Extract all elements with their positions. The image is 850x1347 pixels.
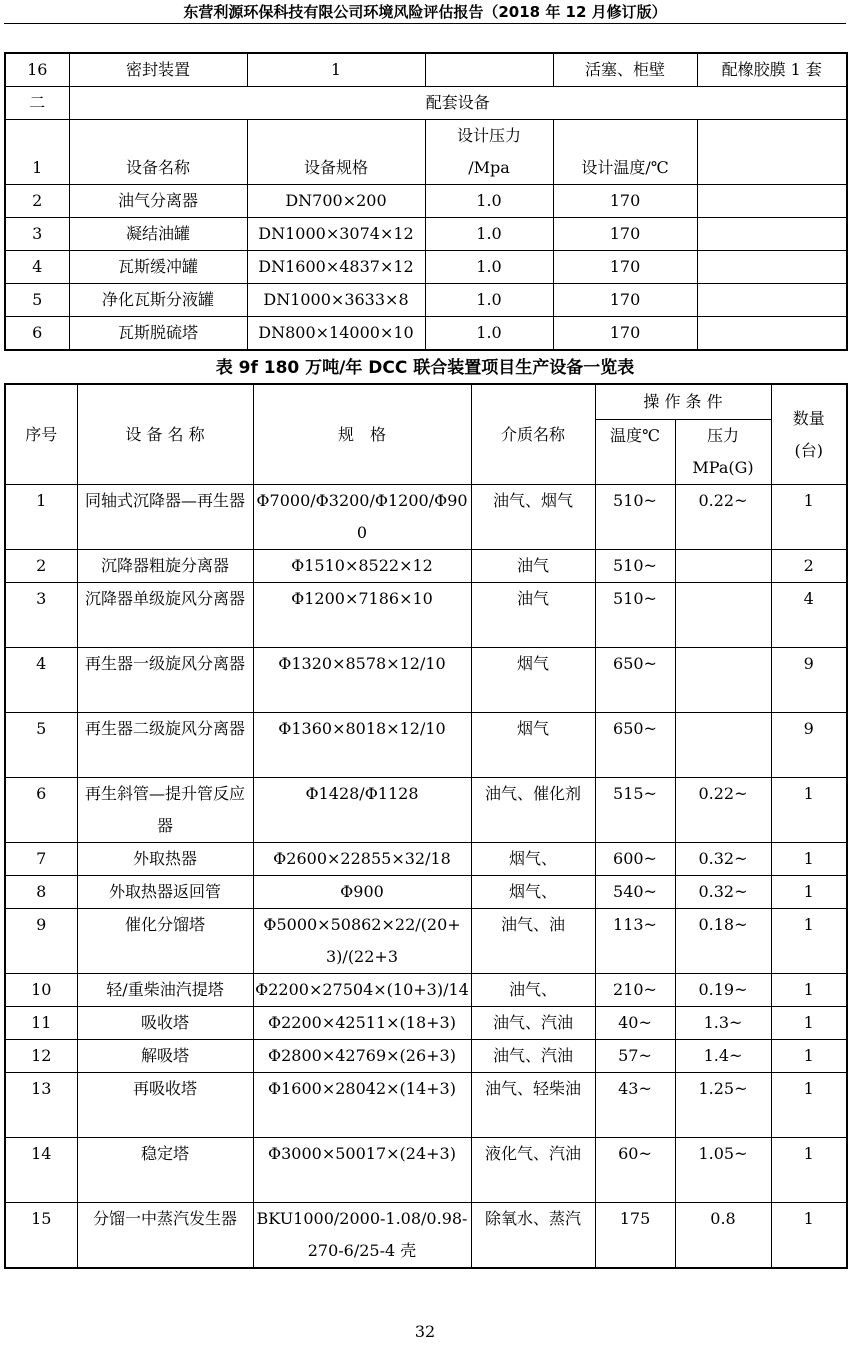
header-name: 设备名称 [69, 120, 247, 185]
cell-temp: 175 [595, 1203, 675, 1269]
cell-no: 14 [5, 1138, 77, 1203]
table-row [5, 909, 847, 974]
header-rule [4, 23, 846, 24]
header-pressure [425, 120, 553, 185]
table-row [5, 583, 847, 648]
table-row [5, 876, 847, 909]
page-header: 东营利源环保科技有限公司环境风险评估报告（2018 年 12 月修订版） [183, 3, 667, 21]
cell-no: 9 [5, 909, 77, 974]
cell: DN1000×3633×8 [247, 284, 425, 317]
cell-qty: 2 [771, 550, 847, 583]
cell-qty: 1 [771, 1073, 847, 1138]
cell-temp: 515~ [595, 778, 675, 843]
cell [697, 251, 847, 284]
cell-medium: 油气、催化剂 [471, 778, 595, 843]
cell [425, 53, 553, 87]
table-row [5, 1138, 847, 1203]
cell: 170 [553, 251, 697, 284]
header-name: 设 备 名 称 [77, 384, 253, 485]
cell-no: 7 [5, 843, 77, 876]
cell-spec: Φ1600×28042×(14+3) [253, 1073, 471, 1138]
header-extra [697, 120, 847, 185]
cell-spec: Φ7000/Φ3200/Φ1200/Φ900 [253, 485, 471, 550]
table-header-row [5, 384, 847, 420]
header-qty [771, 384, 847, 485]
cell: DN700×200 [247, 185, 425, 218]
cell-name: 再生器一级旋风分离器 [77, 648, 253, 713]
cell-medium: 油气、 [471, 974, 595, 1007]
cell-no: 2 [5, 550, 77, 583]
header-spec: 设备规格 [247, 120, 425, 185]
cell-name: 轻/重柴油汽提塔 [77, 974, 253, 1007]
cell-medium: 油气、油 [471, 909, 595, 974]
cell-no: 11 [5, 1007, 77, 1040]
cell: DN1000×3074×12 [247, 218, 425, 251]
cell-medium: 烟气、 [471, 876, 595, 909]
cell-no: 4 [5, 648, 77, 713]
cell-medium: 烟气 [471, 713, 595, 778]
cell-pressure [675, 713, 771, 778]
cell: 净化瓦斯分液罐 [69, 284, 247, 317]
table-row [5, 843, 847, 876]
cell-pressure: 0.18~ [675, 909, 771, 974]
header-temp: 温度℃ [595, 420, 675, 485]
cell-qty: 1 [771, 778, 847, 843]
cell-temp: 540~ [595, 876, 675, 909]
cell [697, 218, 847, 251]
cell-spec: Φ5000×50862×22/(20+3)/(22+3 [253, 909, 471, 974]
header-qty-line1: 数量 [792, 408, 825, 428]
section-number: 二 [5, 87, 69, 120]
table-row [5, 485, 847, 550]
table-row [5, 53, 847, 87]
cell: 油气分离器 [69, 185, 247, 218]
table-row [5, 284, 847, 317]
cell: 密封装置 [69, 53, 247, 87]
cell: 170 [553, 284, 697, 317]
header-temp: 设计温度/℃ [553, 120, 697, 185]
cell-pressure: 0.32~ [675, 843, 771, 876]
cell-temp: 650~ [595, 713, 675, 778]
cell-name: 再生器二级旋风分离器 [77, 713, 253, 778]
table-row [5, 648, 847, 713]
cell-qty: 1 [771, 1007, 847, 1040]
cell-temp: 43~ [595, 1073, 675, 1138]
cell-temp: 600~ [595, 843, 675, 876]
cell-qty: 1 [771, 1040, 847, 1073]
cell-temp: 510~ [595, 485, 675, 550]
cell-name: 分馏一中蒸汽发生器 [77, 1203, 253, 1269]
cell-name: 再吸收塔 [77, 1073, 253, 1138]
table-row [5, 1040, 847, 1073]
table-header-row [5, 120, 847, 185]
cell-pressure: 1.05~ [675, 1138, 771, 1203]
cell-name: 沉降器单级旋风分离器 [77, 583, 253, 648]
cell-name: 同轴式沉降器—再生器 [77, 485, 253, 550]
cell-qty: 1 [771, 1203, 847, 1269]
cell: 瓦斯脱硫塔 [69, 317, 247, 351]
cell-spec: Φ2800×42769×(26+3) [253, 1040, 471, 1073]
cell-temp: 113~ [595, 909, 675, 974]
cell: DN800×14000×10 [247, 317, 425, 351]
cell: 3 [5, 218, 69, 251]
section-title: 配套设备 [69, 87, 847, 120]
cell-medium: 油气 [471, 583, 595, 648]
table-row [5, 550, 847, 583]
cell: 1.0 [425, 317, 553, 351]
cell-no: 10 [5, 974, 77, 1007]
cell-spec: Φ900 [253, 876, 471, 909]
cell [697, 284, 847, 317]
cell-name: 吸收塔 [77, 1007, 253, 1040]
cell: 4 [5, 251, 69, 284]
cell-qty: 9 [771, 713, 847, 778]
cell: 170 [553, 185, 697, 218]
table-row [5, 778, 847, 843]
table-body [5, 485, 847, 1269]
cell-name: 外取热器 [77, 843, 253, 876]
section-row [5, 87, 847, 120]
cell-pressure: 0.32~ [675, 876, 771, 909]
cell-spec: Φ1510×8522×12 [253, 550, 471, 583]
cell-medium: 除氧水、蒸汽 [471, 1203, 595, 1269]
cell-medium: 液化气、汽油 [471, 1138, 595, 1203]
header-no: 序号 [5, 384, 77, 485]
cell-name: 外取热器返回管 [77, 876, 253, 909]
header-no: 1 [5, 120, 69, 185]
cell: 6 [5, 317, 69, 351]
cell: 16 [5, 53, 69, 87]
cell-pressure [675, 648, 771, 713]
cell-name: 稳定塔 [77, 1138, 253, 1203]
cell-no: 6 [5, 778, 77, 843]
cell-spec: Φ2200×42511×(18+3) [253, 1007, 471, 1040]
cell-qty: 1 [771, 1138, 847, 1203]
cell-medium: 油气、汽油 [471, 1007, 595, 1040]
cell-medium: 烟气 [471, 648, 595, 713]
cell-qty: 1 [771, 909, 847, 974]
cell: 配橡胶膜 1 套 [697, 53, 847, 87]
cell-medium: 油气、汽油 [471, 1040, 595, 1073]
cell-no: 3 [5, 583, 77, 648]
cell-medium: 油气、轻柴油 [471, 1073, 595, 1138]
header-spec: 规 格 [253, 384, 471, 485]
cell: 凝结油罐 [69, 218, 247, 251]
table-row [5, 713, 847, 778]
cell: 1.0 [425, 218, 553, 251]
cell-temp: 510~ [595, 550, 675, 583]
cell: 瓦斯缓冲罐 [69, 251, 247, 284]
table-row [5, 218, 847, 251]
equipment-table-dcc [4, 383, 848, 1269]
cell [697, 317, 847, 351]
cell-qty: 1 [771, 843, 847, 876]
cell-temp: 210~ [595, 974, 675, 1007]
cell-pressure: 1.4~ [675, 1040, 771, 1073]
cell-qty: 9 [771, 648, 847, 713]
cell [697, 185, 847, 218]
cell-qty: 1 [771, 485, 847, 550]
cell-qty: 1 [771, 974, 847, 1007]
header-pressure-line1: 设计压力 [456, 126, 521, 145]
cell-pressure: 0.22~ [675, 778, 771, 843]
cell: 170 [553, 317, 697, 351]
cell-spec: Φ1428/Φ1128 [253, 778, 471, 843]
cell-name: 解吸塔 [77, 1040, 253, 1073]
header-pressure [675, 420, 771, 485]
header-pressure-line2: /Mpa [468, 158, 510, 177]
cell-no: 15 [5, 1203, 77, 1269]
table-row [5, 317, 847, 351]
cell-name: 催化分馏塔 [77, 909, 253, 974]
cell-qty: 4 [771, 583, 847, 648]
table-row [5, 1073, 847, 1138]
cell-qty: 1 [771, 876, 847, 909]
cell: 活塞、柜壁 [553, 53, 697, 87]
cell-pressure: 0.8 [675, 1203, 771, 1269]
cell-pressure [675, 583, 771, 648]
equipment-table-top [4, 52, 848, 351]
cell-spec: Φ2200×27504×(10+3)/14 [253, 974, 471, 1007]
cell: 1.0 [425, 284, 553, 317]
cell-temp: 57~ [595, 1040, 675, 1073]
header-qty-line2: (台) [794, 440, 824, 460]
cell: DN1600×4837×12 [247, 251, 425, 284]
cell-temp: 40~ [595, 1007, 675, 1040]
page-number: 32 [414, 1322, 436, 1341]
cell-name: 再生斜管—提升管反应器 [77, 778, 253, 843]
cell: 2 [5, 185, 69, 218]
header-medium: 介质名称 [471, 384, 595, 485]
cell-no: 1 [5, 485, 77, 550]
cell-spec: Φ1320×8578×12/10 [253, 648, 471, 713]
table-row [5, 251, 847, 284]
cell-no: 8 [5, 876, 77, 909]
cell: 1.0 [425, 185, 553, 218]
table-caption: 表 9f 180 万吨/年 DCC 联合装置项目生产设备一览表 [215, 358, 635, 378]
cell-spec: Φ1200×7186×10 [253, 583, 471, 648]
cell-temp: 60~ [595, 1138, 675, 1203]
cell-pressure: 1.3~ [675, 1007, 771, 1040]
cell-name: 沉降器粗旋分离器 [77, 550, 253, 583]
header-pressure-line2: MPa(G) [692, 458, 754, 477]
cell: 1 [247, 53, 425, 87]
cell-medium: 油气 [471, 550, 595, 583]
table-body [5, 185, 847, 351]
cell-spec: Φ3000×50017×(24+3) [253, 1138, 471, 1203]
cell-pressure: 0.22~ [675, 485, 771, 550]
cell-medium: 油气、烟气 [471, 485, 595, 550]
table-row [5, 974, 847, 1007]
header-pressure-line1: 压力 [707, 426, 740, 445]
cell-medium: 烟气、 [471, 843, 595, 876]
cell-pressure [675, 550, 771, 583]
cell-temp: 650~ [595, 648, 675, 713]
cell-temp: 510~ [595, 583, 675, 648]
table-row [5, 1203, 847, 1269]
cell: 1.0 [425, 251, 553, 284]
cell-spec: Φ2600×22855×32/18 [253, 843, 471, 876]
table-row [5, 1007, 847, 1040]
cell-no: 12 [5, 1040, 77, 1073]
cell-spec: Φ1360×8018×12/10 [253, 713, 471, 778]
table-row [5, 185, 847, 218]
cell-pressure: 0.19~ [675, 974, 771, 1007]
cell: 170 [553, 218, 697, 251]
cell-no: 5 [5, 713, 77, 778]
header-operating-conditions: 操 作 条 件 [595, 384, 771, 420]
cell: 5 [5, 284, 69, 317]
cell-spec: BKU1000/2000-1.08/0.98-270-6/25-4 壳 [253, 1203, 471, 1269]
cell-pressure: 1.25~ [675, 1073, 771, 1138]
cell-no: 13 [5, 1073, 77, 1138]
